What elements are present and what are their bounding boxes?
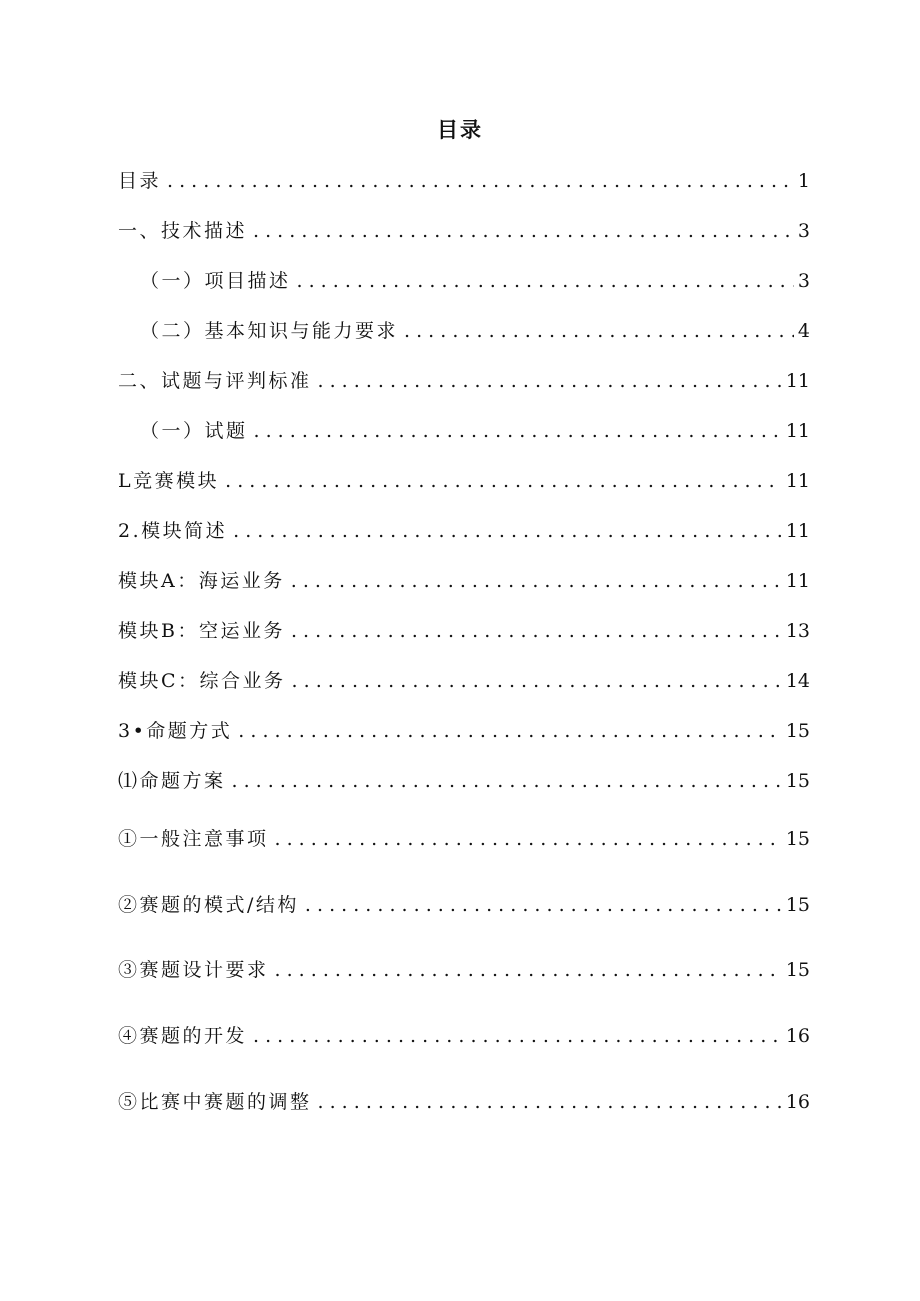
dot-leader <box>253 1022 782 1050</box>
toc-entry-page: 11 <box>785 420 810 442</box>
dot-leader <box>318 367 782 395</box>
toc-entry[interactable] <box>118 317 810 345</box>
toc-entry-page: 15 <box>785 720 810 742</box>
toc-entry-label: L竞赛模块 <box>118 470 220 492</box>
toc-entry-label: 模块A：海运业务 <box>118 570 285 592</box>
toc-entry-page: 3 <box>797 220 810 242</box>
toc-entry-page: 16 <box>785 1025 810 1047</box>
dot-leader <box>232 767 782 795</box>
toc-entry-page: 11 <box>785 370 810 392</box>
toc-entry[interactable] <box>118 956 810 984</box>
toc-entry-page: 1 <box>797 170 810 192</box>
toc-entry[interactable] <box>118 467 810 495</box>
toc-entry-page: 14 <box>785 670 810 692</box>
toc-entry[interactable] <box>118 267 810 295</box>
toc-entry[interactable] <box>118 567 810 595</box>
toc-entry[interactable] <box>118 167 810 195</box>
toc-entry-page: 13 <box>785 620 810 642</box>
toc-entry-label: ④赛题的开发 <box>118 1025 248 1047</box>
dot-leader <box>318 1088 782 1116</box>
toc-entry[interactable] <box>118 367 810 395</box>
dot-leader <box>225 467 782 495</box>
toc-entry[interactable] <box>118 891 810 919</box>
toc-entry-label: 一、技术描述 <box>118 220 248 242</box>
dot-leader <box>297 267 794 295</box>
dot-leader <box>404 317 794 345</box>
dot-leader <box>275 956 782 984</box>
toc-entry-label: （二）基本知识与能力要求 <box>140 320 399 342</box>
toc-entry-label: ③赛题设计要求 <box>118 959 269 981</box>
toc-entry-page: 15 <box>785 770 810 792</box>
toc-entry-label: 目录 <box>118 170 162 192</box>
dot-leader <box>253 217 794 245</box>
toc-entry-label: （一）试题 <box>140 420 248 442</box>
dot-leader <box>291 617 782 645</box>
page-title: 目录 <box>437 117 483 142</box>
toc-entry-page: 11 <box>785 520 810 542</box>
dot-leader <box>254 417 782 445</box>
dot-leader <box>238 717 782 745</box>
toc-entry-label: ⑴命题方案 <box>118 770 226 792</box>
dot-leader <box>291 567 782 595</box>
toc-entry[interactable] <box>118 1022 810 1050</box>
toc-entry[interactable] <box>118 667 810 695</box>
toc-entry-label: 二、试题与评判标准 <box>118 370 312 392</box>
toc-entry-label: 模块B：空运业务 <box>118 620 285 642</box>
toc-entry[interactable] <box>118 417 810 445</box>
toc-entry-label: ⑤比赛中赛题的调整 <box>118 1091 312 1113</box>
toc-entry[interactable] <box>118 517 810 545</box>
toc-entry[interactable] <box>118 717 810 745</box>
dot-leader <box>305 891 782 919</box>
toc-entry-label: 3•命题方式 <box>118 720 233 742</box>
toc-entry[interactable] <box>118 767 810 795</box>
toc-entry-page: 15 <box>785 894 810 916</box>
toc-entry-page: 11 <box>785 470 810 492</box>
toc-entry-page: 16 <box>785 1091 810 1113</box>
toc-entry-page: 15 <box>785 959 810 981</box>
toc-entry-label: （一）项目描述 <box>140 270 291 292</box>
dot-leader <box>167 167 794 195</box>
toc-entry-page: 3 <box>797 270 810 292</box>
toc-entry-page: 15 <box>785 828 810 850</box>
toc-entry-page: 4 <box>797 320 810 342</box>
toc-entry[interactable] <box>118 617 810 645</box>
dot-leader <box>292 667 782 695</box>
dot-leader <box>233 517 782 545</box>
toc-entry-page: 11 <box>785 570 810 592</box>
toc-entry-label: ②赛题的模式/结构 <box>118 894 299 916</box>
toc-entry-label: 2.模块简述 <box>118 520 228 542</box>
toc-entry-label: 模块C：综合业务 <box>118 670 286 692</box>
dot-leader <box>275 825 782 853</box>
toc-entry[interactable] <box>118 825 810 853</box>
toc-entry-label: ①一般注意事项 <box>118 828 269 850</box>
toc-entry[interactable] <box>118 217 810 245</box>
toc-entry[interactable] <box>118 1088 810 1116</box>
